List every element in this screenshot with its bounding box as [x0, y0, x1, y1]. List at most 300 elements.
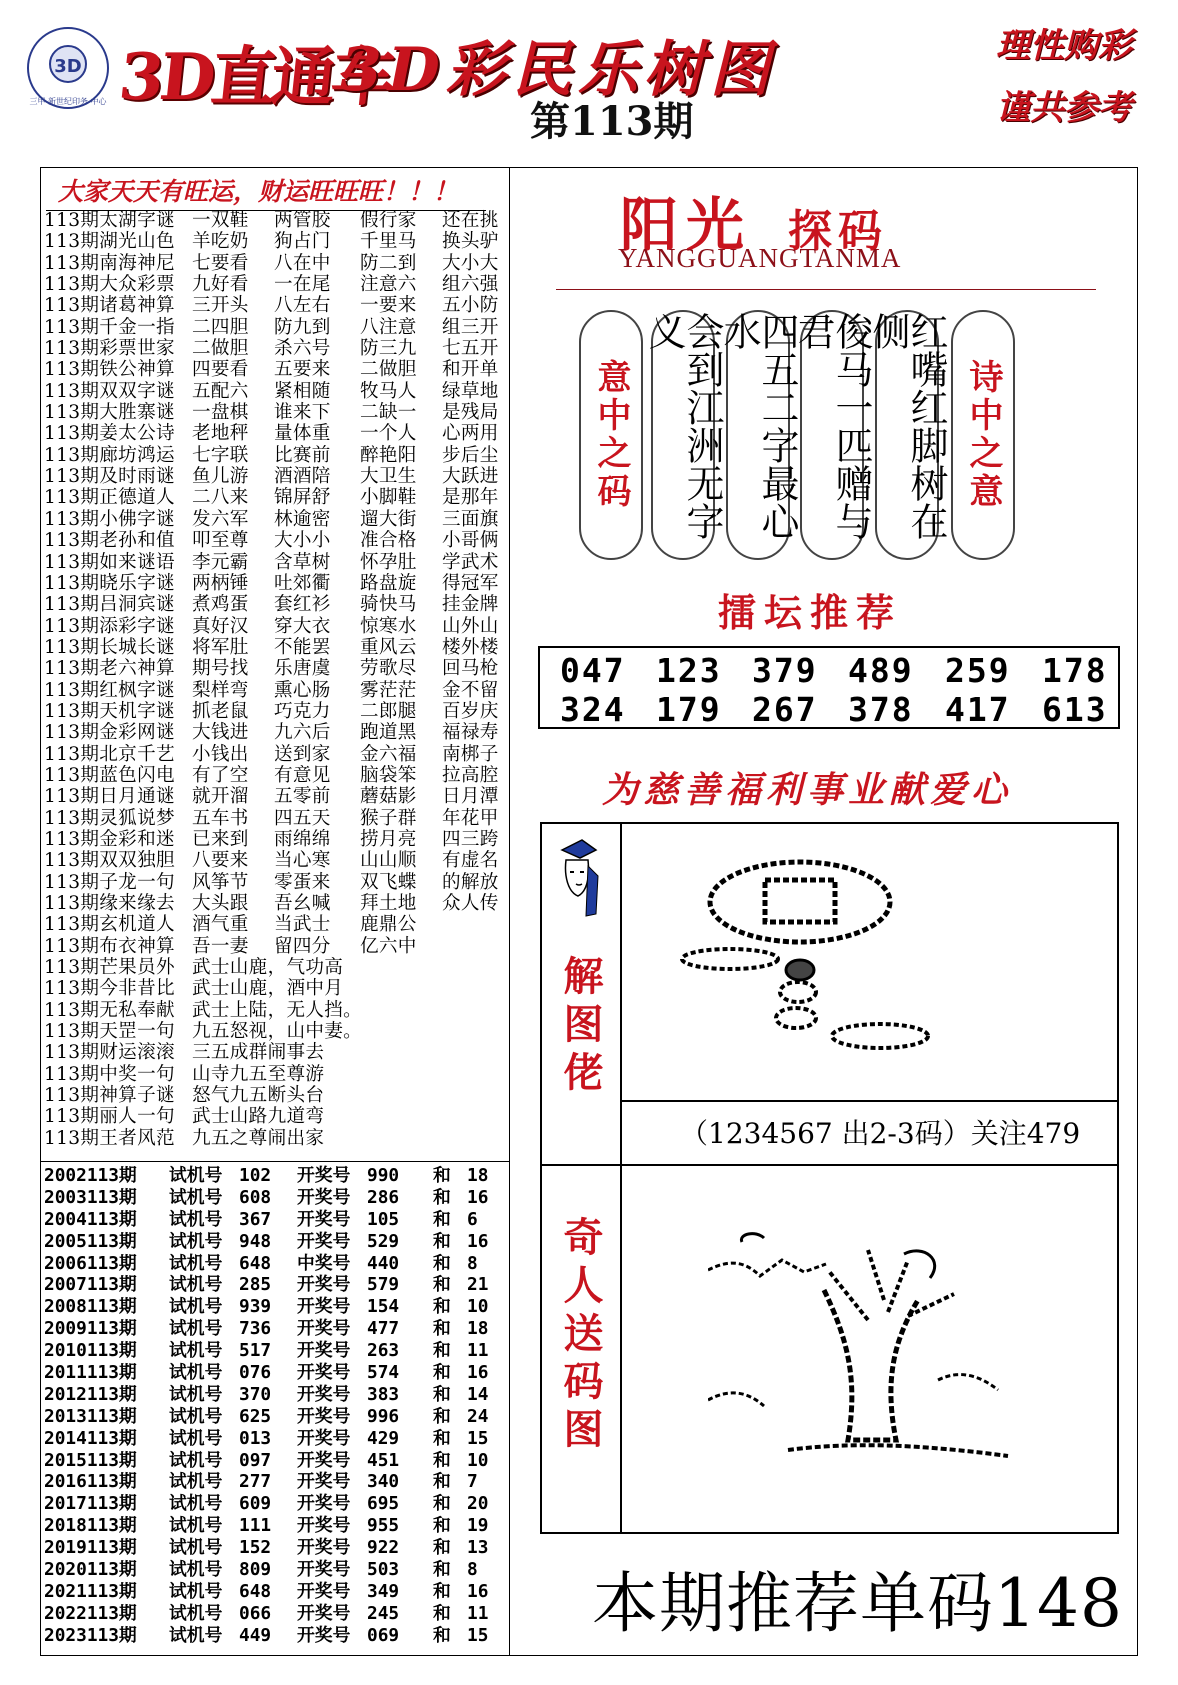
yangguang-title: 阳光	[620, 191, 753, 259]
history-cell: 695	[367, 1493, 400, 1515]
history-cell: 648	[239, 1580, 272, 1602]
riddle-source: 113期吕洞宾谜	[44, 594, 175, 616]
forum-code: 378	[848, 690, 914, 729]
riddle-cell: 的解放	[442, 871, 499, 893]
riddle-cell: 千里马	[360, 231, 417, 253]
riddle-source: 113期日月通谜	[44, 786, 175, 808]
logo-center-text: 3D	[54, 56, 82, 77]
riddle-cell: 是那年	[442, 487, 499, 509]
history-cell: 955	[367, 1515, 400, 1537]
riddle-cell: 真好汉	[192, 615, 249, 637]
riddle-cell: 抓老鼠	[192, 700, 249, 722]
riddle-row	[44, 957, 514, 978]
history-row	[44, 1253, 514, 1275]
riddle-cell: 山外山	[442, 615, 499, 637]
history-row	[44, 1165, 514, 1187]
riddle-cell: 酒酒陪	[274, 466, 331, 488]
riddle-row	[44, 722, 514, 743]
history-cell: 579	[367, 1274, 400, 1296]
riddle-row	[44, 893, 514, 914]
history-row	[44, 1450, 514, 1472]
history-cell: 8	[467, 1559, 478, 1581]
riddle-cell: 二缺一	[360, 402, 417, 424]
history-cell: 10	[467, 1449, 489, 1471]
riddle-cell: 九五怒视，山中妻。	[192, 1021, 363, 1043]
riddle-cell: 四要看	[192, 359, 249, 381]
history-cell: 7	[467, 1471, 478, 1493]
history-cell: 286	[367, 1186, 400, 1208]
history-cell: 574	[367, 1362, 400, 1384]
history-cell: 开奖号	[297, 1230, 351, 1252]
history-row	[44, 1384, 514, 1406]
riddle-row	[44, 658, 514, 679]
history-cell: 和	[433, 1340, 451, 1362]
riddle-source: 113期诸葛神算	[44, 295, 175, 317]
history-cell: 076	[239, 1362, 272, 1384]
history-cell: 2006113期	[44, 1252, 137, 1274]
riddle-cell: 武士山鹿，酒中月	[192, 978, 344, 1000]
history-cell: 开奖号	[297, 1515, 351, 1537]
riddle-cell: 武士山鹿，气功高	[192, 957, 344, 979]
riddle-source: 113期神算子谜	[44, 1085, 175, 1107]
riddle-cell: 五零前	[274, 786, 331, 808]
forum-code: 178	[1042, 651, 1108, 690]
riddle-cell: 四三跨	[442, 828, 499, 850]
riddle-cell: 山山顺	[360, 850, 417, 872]
riddle-source: 113期红枫字谜	[44, 679, 175, 701]
riddle-row	[44, 445, 514, 466]
riddle-row	[44, 509, 514, 530]
riddle-cell: 酒气重	[192, 914, 249, 936]
history-cell: 试机号	[169, 1274, 223, 1296]
pill-left-text: 意中之码	[591, 359, 631, 511]
jietulao-hint: （1234567 出2-3码）关注479	[680, 1117, 1081, 1150]
riddle-source: 113期老孙和值	[44, 530, 175, 552]
riddle-cell: 紧相随	[274, 380, 331, 402]
slogan-rational: 理性购彩	[996, 26, 1132, 66]
scholar-icon	[556, 836, 602, 926]
riddle-cell: 醉艳阳	[360, 444, 417, 466]
history-row	[44, 1340, 514, 1362]
history-cell: 529	[367, 1230, 400, 1252]
history-cell: 16	[467, 1230, 489, 1252]
history-cell: 263	[367, 1340, 400, 1362]
forum-codes-box	[538, 646, 1120, 729]
history-cell: 2007113期	[44, 1274, 137, 1296]
riddle-cell: 绿草地	[442, 380, 499, 402]
history-cell: 开奖号	[297, 1449, 351, 1471]
history-cell: 16	[467, 1580, 489, 1602]
riddle-cell: 两柄锤	[192, 572, 249, 594]
history-cell: 和	[433, 1165, 451, 1186]
riddle-cell: 双飞蝶	[360, 871, 417, 893]
history-cell: 154	[367, 1296, 400, 1318]
history-cell: 2022113期	[44, 1602, 137, 1624]
riddle-cell: 雾茫茫	[360, 679, 417, 701]
riddle-cell: 乐唐虞	[274, 658, 331, 680]
riddle-cell: 金不留	[442, 679, 499, 701]
history-cell: 648	[239, 1252, 272, 1274]
jietulao-label: 解图佬	[557, 955, 604, 1099]
riddle-source: 113期湖光山色	[44, 231, 175, 253]
riddle-cell: 小钱出	[192, 743, 249, 765]
history-cell: 18	[467, 1165, 489, 1186]
riddle-cell: 日月潭	[442, 786, 499, 808]
history-cell: 试机号	[169, 1493, 223, 1515]
riddle-source: 113期大胜寨谜	[44, 402, 175, 424]
history-cell: 2013113期	[44, 1405, 137, 1427]
history-cell: 245	[367, 1602, 400, 1624]
riddle-cell: 心两用	[442, 423, 499, 445]
riddle-cell: 送到家	[274, 743, 331, 765]
history-cell: 2015113期	[44, 1449, 137, 1471]
riddle-row	[44, 765, 514, 786]
riddle-cell: 老地秤	[192, 423, 249, 445]
history-cell: 2003113期	[44, 1186, 137, 1208]
riddle-source: 113期老六神算	[44, 658, 175, 680]
history-cell: 736	[239, 1318, 272, 1340]
riddle-source: 113期蓝色闪电	[44, 764, 175, 786]
history-cell: 开奖号	[297, 1208, 351, 1230]
riddle-row	[44, 829, 514, 850]
riddle-cell: 路盘旋	[360, 572, 417, 594]
forum-code: 179	[656, 690, 722, 729]
riddle-cell: 有虚名	[442, 850, 499, 872]
history-row	[44, 1581, 514, 1603]
riddle-cell: 鹿鼎公	[360, 914, 417, 936]
poem-line-3: 俊马一匹赠与君	[791, 312, 873, 540]
riddle-cell: 遛大街	[360, 508, 417, 530]
riddle-cell: 是残局	[442, 402, 499, 424]
riddle-cell: 含草树	[274, 551, 331, 573]
riddle-cell: 金六福	[360, 743, 417, 765]
history-cell: 20	[467, 1493, 489, 1515]
riddle-cell: 一双鞋	[192, 210, 249, 231]
riddle-row	[44, 680, 514, 701]
banner-text: 大家天天有旺运，财运旺旺旺！！！	[58, 177, 459, 206]
riddle-cell: 得冠军	[442, 572, 499, 594]
riddle-source: 113期彩票世家	[44, 338, 175, 360]
pill-poem-2	[717, 310, 799, 560]
history-cell: 试机号	[169, 1602, 223, 1624]
riddle-cell: 楼外楼	[442, 636, 499, 658]
history-row	[44, 1559, 514, 1581]
riddle-cell: 九五之尊闹出家	[192, 1127, 325, 1149]
riddle-source: 113期双双独胆	[44, 850, 175, 872]
riddle-cell: 大钱进	[192, 722, 249, 744]
riddle-source: 113期王者风范	[44, 1127, 175, 1149]
riddle-cell: 有了空	[192, 764, 249, 786]
riddle-source: 113期及时雨谜	[44, 466, 175, 488]
history-cell: 111	[239, 1515, 272, 1537]
history-cell: 2010113期	[44, 1340, 137, 1362]
riddle-source: 113期小佛字谜	[44, 508, 175, 530]
riddle-cell: 一在尾	[274, 274, 331, 296]
riddle-cell: 和开单	[442, 359, 499, 381]
riddle-row	[44, 872, 514, 893]
riddle-row	[44, 914, 514, 935]
riddle-cell: 当心寒	[274, 850, 331, 872]
forum-code: 267	[752, 690, 818, 729]
riddle-source: 113期铁公神算	[44, 359, 175, 381]
history-cell: 试机号	[169, 1383, 223, 1405]
riddle-cell: 已来到	[192, 828, 249, 850]
history-cell: 809	[239, 1559, 272, 1581]
forum-title: 擂坛推荐	[718, 590, 903, 635]
riddle-cell: 怀孕肚	[360, 551, 417, 573]
riddle-cell: 就开溜	[192, 786, 249, 808]
pill-poem-1	[642, 310, 724, 560]
history-row	[44, 1603, 514, 1625]
riddle-cell: 两管胶	[274, 210, 331, 231]
history-row	[44, 1296, 514, 1318]
riddle-cell: 防九到	[274, 316, 331, 338]
riddle-row	[44, 637, 514, 658]
history-cell: 2014113期	[44, 1427, 137, 1449]
riddle-source: 113期姜太公诗	[44, 423, 175, 445]
riddle-cell: 三开头	[192, 295, 249, 317]
history-cell: 066	[239, 1602, 272, 1624]
riddle-row	[44, 701, 514, 722]
history-cell: 开奖号	[297, 1471, 351, 1493]
riddle-source: 113期子龙一句	[44, 871, 175, 893]
history-cell: 939	[239, 1296, 272, 1318]
riddle-cell: 大小大	[442, 252, 499, 274]
history-cell: 8	[467, 1252, 478, 1274]
history-cell: 013	[239, 1427, 272, 1449]
riddle-cell: 五要来	[274, 359, 331, 381]
history-cell: 069	[367, 1624, 400, 1646]
riddle-cell: 大卫生	[360, 466, 417, 488]
riddle-cell: 还在挑	[442, 210, 499, 231]
riddle-cell: 巧克力	[274, 700, 331, 722]
qiren-label: 奇人送码图	[557, 1216, 604, 1456]
riddle-cell: 杀六号	[274, 338, 331, 360]
riddle-cell: 山寺九五至尊游	[192, 1063, 325, 1085]
riddle-row	[44, 850, 514, 871]
poem-line-2: 四五二字最心水	[717, 312, 799, 540]
issue-number: 第113期	[530, 98, 694, 145]
riddle-cell: 福禄寿	[442, 722, 499, 744]
riddle-cell: 八注意	[360, 316, 417, 338]
history-cell: 和	[433, 1296, 451, 1318]
riddle-row	[44, 1064, 514, 1085]
riddle-cell: 年花甲	[442, 807, 499, 829]
history-row	[44, 1625, 514, 1647]
history-cell: 922	[367, 1537, 400, 1559]
riddle-cell: 众人传	[442, 893, 499, 914]
riddle-cell: 五小防	[442, 295, 499, 317]
riddle-cell: 五配六	[192, 380, 249, 402]
riddle-cell: 熏心肠	[274, 679, 331, 701]
riddle-cell: 鱼儿游	[192, 466, 249, 488]
riddle-row	[44, 402, 514, 423]
history-cell: 105	[367, 1208, 400, 1230]
riddle-cell: 组三开	[442, 316, 499, 338]
history-cell: 和	[433, 1230, 451, 1252]
riddle-row	[44, 381, 514, 402]
history-cell: 开奖号	[297, 1559, 351, 1581]
riddle-cell: 量体重	[274, 423, 331, 445]
riddle-cell: 锦屏舒	[274, 487, 331, 509]
history-row	[44, 1537, 514, 1559]
slogan-reference: 谨共参考	[996, 88, 1132, 128]
riddle-source: 113期北京千艺	[44, 743, 175, 765]
pill-right-label	[951, 310, 1015, 560]
history-table	[44, 1165, 514, 1647]
history-cell: 试机号	[169, 1559, 223, 1581]
history-cell: 2008113期	[44, 1296, 137, 1318]
riddle-cell: 狗占门	[274, 231, 331, 253]
riddle-source: 113期天机字谜	[44, 700, 175, 722]
riddle-cell: 防三九	[360, 338, 417, 360]
riddle-row	[44, 552, 514, 573]
riddle-source: 113期缘来缘去	[44, 893, 175, 914]
history-cell: 试机号	[169, 1186, 223, 1208]
riddle-cell: 四五天	[274, 807, 331, 829]
forum-code: 417	[945, 690, 1011, 729]
riddle-cell: 牧马人	[360, 380, 417, 402]
riddle-cell: 脑袋笨	[360, 764, 417, 786]
riddle-source: 113期中奖一句	[44, 1063, 175, 1085]
history-cell: 503	[367, 1559, 400, 1581]
history-cell: 440	[367, 1252, 400, 1274]
history-cell: 开奖号	[297, 1383, 351, 1405]
riddle-source: 113期无私奉献	[44, 999, 175, 1021]
riddle-cell: 七要看	[192, 252, 249, 274]
history-cell: 11	[467, 1340, 489, 1362]
history-cell: 和	[433, 1208, 451, 1230]
history-cell: 477	[367, 1318, 400, 1340]
pill-poem-4	[866, 310, 948, 560]
history-cell: 097	[239, 1449, 272, 1471]
riddle-cell: 武士山路九道弯	[192, 1106, 325, 1128]
riddle-source: 113期如来谜语	[44, 551, 175, 573]
riddle-row	[44, 423, 514, 444]
riddle-source: 113期芒果员外	[44, 957, 175, 979]
riddle-source: 113期玄机道人	[44, 914, 175, 936]
history-cell: 和	[433, 1602, 451, 1624]
riddle-source: 113期金彩和迷	[44, 828, 175, 850]
history-cell: 285	[239, 1274, 272, 1296]
riddle-cell: 小脚鞋	[360, 487, 417, 509]
riddle-cell: 比赛前	[274, 444, 331, 466]
riddle-row	[44, 253, 514, 274]
riddle-row	[44, 317, 514, 338]
history-cell: 和	[433, 1186, 451, 1208]
riddle-cell: 重风云	[360, 636, 417, 658]
history-cell: 和	[433, 1405, 451, 1427]
history-cell: 和	[433, 1274, 451, 1296]
history-cell: 开奖号	[297, 1493, 351, 1515]
history-cell: 试机号	[169, 1252, 223, 1274]
riddle-cell: 谁来下	[274, 402, 331, 424]
history-cell: 16	[467, 1186, 489, 1208]
history-cell: 试机号	[169, 1624, 223, 1646]
riddle-row	[44, 808, 514, 829]
history-cell: 383	[367, 1383, 400, 1405]
riddle-cell: 三五成群闹事去	[192, 1042, 325, 1064]
history-cell: 10	[467, 1296, 489, 1318]
final-recommendation: 本期推荐单码148	[592, 1565, 1123, 1642]
riddle-cell: 零蛋来	[274, 871, 331, 893]
riddle-row	[44, 1042, 514, 1063]
riddle-cell: 三面旗	[442, 508, 499, 530]
history-cell: 中奖号	[297, 1252, 351, 1274]
riddle-cell: 吾幺喊	[274, 893, 331, 914]
riddle-cell: 拉高腔	[442, 764, 499, 786]
riddle-cell: 百岁庆	[442, 700, 499, 722]
riddle-cell: 梨样弯	[192, 679, 249, 701]
history-cell: 开奖号	[297, 1405, 351, 1427]
history-row	[44, 1231, 514, 1253]
riddle-cell: 八左右	[274, 295, 331, 317]
history-cell: 2020113期	[44, 1559, 137, 1581]
history-cell: 14	[467, 1383, 489, 1405]
riddle-row	[44, 231, 514, 252]
history-cell: 和	[433, 1362, 451, 1384]
riddle-source: 113期大众彩票	[44, 274, 175, 296]
riddle-cell: 套红衫	[274, 594, 331, 616]
history-cell: 试机号	[169, 1318, 223, 1340]
history-cell: 开奖号	[297, 1602, 351, 1624]
history-cell: 2019113期	[44, 1537, 137, 1559]
riddle-row	[44, 936, 514, 957]
riddle-row	[44, 210, 514, 231]
riddle-cell: 大头跟	[192, 893, 249, 914]
riddle-source: 113期长城长谜	[44, 636, 175, 658]
history-cell: 开奖号	[297, 1537, 351, 1559]
history-cell: 6	[467, 1208, 478, 1230]
history-cell: 和	[433, 1471, 451, 1493]
history-cell: 开奖号	[297, 1340, 351, 1362]
yangguang-subtitle: YANGGUANGTANMA	[618, 243, 902, 273]
riddle-list	[44, 210, 514, 1149]
riddle-source: 113期财运滚滚	[44, 1042, 175, 1064]
riddle-cell: 大小小	[274, 530, 331, 552]
riddle-source: 113期天罡一句	[44, 1021, 175, 1043]
history-cell: 451	[367, 1449, 400, 1471]
history-cell: 和	[433, 1515, 451, 1537]
history-cell: 517	[239, 1340, 272, 1362]
riddle-row	[44, 978, 514, 999]
history-cell: 367	[239, 1208, 272, 1230]
riddle-cell: 注意六	[360, 274, 417, 296]
riddle-cell: 假行家	[360, 210, 417, 231]
riddle-cell: 五车书	[192, 807, 249, 829]
riddle-cell: 林逾密	[274, 508, 331, 530]
riddle-cell: 回马枪	[442, 658, 499, 680]
riddle-cell: 八在中	[274, 252, 331, 274]
riddle-row	[44, 1085, 514, 1106]
history-cell: 和	[433, 1580, 451, 1602]
riddle-row	[44, 530, 514, 551]
riddle-source: 113期灵狐说梦	[44, 807, 175, 829]
history-cell: 152	[239, 1537, 272, 1559]
charity-slogan: 为慈善福利事业献爱心	[602, 769, 1013, 811]
riddle-cell: 穿大衣	[274, 615, 331, 637]
riddle-cell: 亿六中	[360, 935, 417, 957]
history-cell: 开奖号	[297, 1296, 351, 1318]
riddle-cell: 叩至尊	[192, 530, 249, 552]
history-cell: 370	[239, 1383, 272, 1405]
history-cell: 13	[467, 1537, 489, 1559]
history-cell: 2021113期	[44, 1580, 137, 1602]
picture-horizontal-divider	[540, 1164, 1119, 1166]
history-cell: 18	[467, 1318, 489, 1340]
riddle-cell: 挂金牌	[442, 594, 499, 616]
forum-code: 489	[848, 651, 914, 690]
